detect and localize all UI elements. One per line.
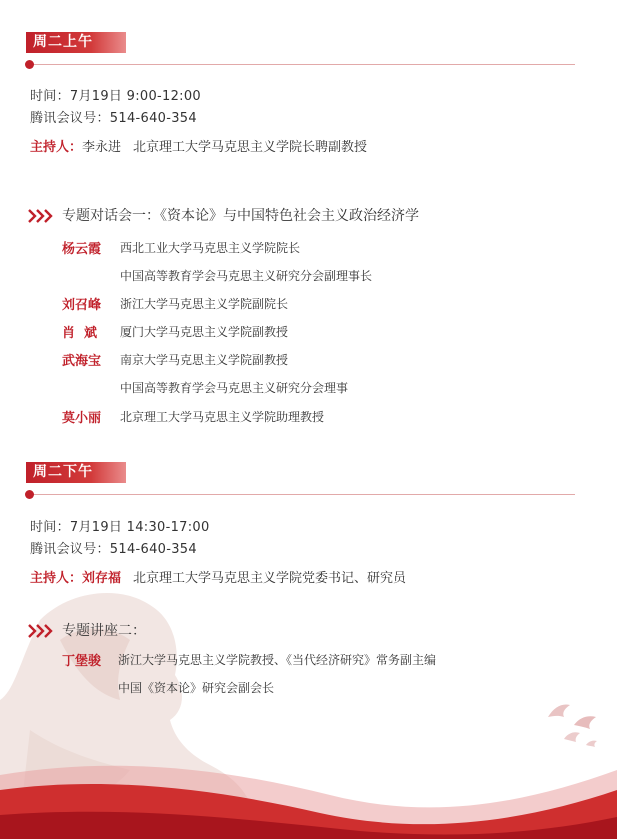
speaker-title: 南京大学马克思主义学院副教授 (120, 353, 289, 367)
session-1-host (30, 136, 367, 155)
session-2-dot (25, 490, 34, 499)
speaker-title: 浙江大学马克思主义学院副院长 (120, 297, 289, 311)
speaker-name: 肖 斌 (62, 326, 98, 341)
speaker-title: 浙江大学马克思主义学院教授、《当代经济研究》常务副主编 (118, 653, 437, 667)
session-2-host (30, 567, 406, 586)
speaker-title: 厦门大学马克思主义学院副教授 (120, 325, 289, 339)
double-chevron-icon (28, 209, 56, 223)
speaker-title: 中国《资本论》研究会副会长 (118, 681, 275, 695)
session-1-time: 时间：7月19日 9:00-12:00 (30, 89, 201, 104)
host-title: 北京理工大学马克思主义学院长聘副教授 (133, 140, 368, 155)
speaker-name: 刘召峰 (62, 298, 102, 313)
session-2-topic (28, 620, 146, 640)
host-label: 主持人： (30, 571, 83, 586)
session-1-divider (27, 64, 575, 65)
session-1-meeting-id: 腾讯会议号：514-640-354 (30, 111, 197, 126)
speaker-name: 杨云霞 (62, 242, 102, 257)
host-label: 主持人： (30, 140, 83, 155)
session-1-dot (25, 60, 34, 69)
speaker-title: 中国高等教育学会马克思主义研究分会理事 (120, 381, 349, 395)
session-2-divider (27, 494, 575, 495)
topic-text: 专题讲座二： (62, 623, 146, 639)
speaker-name: 丁堡骏 (62, 654, 102, 669)
session-2-time: 时间：7月19日 14:30-17:00 (30, 520, 210, 535)
speaker-title: 西北工业大学马克思主义学院院长 (120, 241, 301, 255)
host-name: 刘存福 (82, 571, 122, 586)
double-chevron-icon (28, 624, 56, 638)
session-2-header: 周二下午 (26, 462, 126, 483)
speaker-title: 中国高等教育学会马克思主义研究分会副理事长 (120, 269, 373, 283)
session-2-meeting-id: 腾讯会议号：514-640-354 (30, 542, 197, 557)
host-title: 北京理工大学马克思主义学院党委书记、研究员 (133, 571, 407, 586)
red-wave-ribbon-icon (0, 735, 617, 839)
speaker-title: 北京理工大学马克思主义学院助理教授 (120, 410, 325, 424)
session-1-topic (28, 205, 419, 225)
host-name: 李永进 (82, 140, 122, 155)
speaker-name: 莫小丽 (62, 411, 102, 426)
speaker-name: 武海宝 (62, 354, 102, 369)
session-1-header: 周二上午 (26, 32, 126, 53)
topic-text: 专题对话会一：《资本论》与中国特色社会主义政治经济学 (62, 208, 419, 224)
